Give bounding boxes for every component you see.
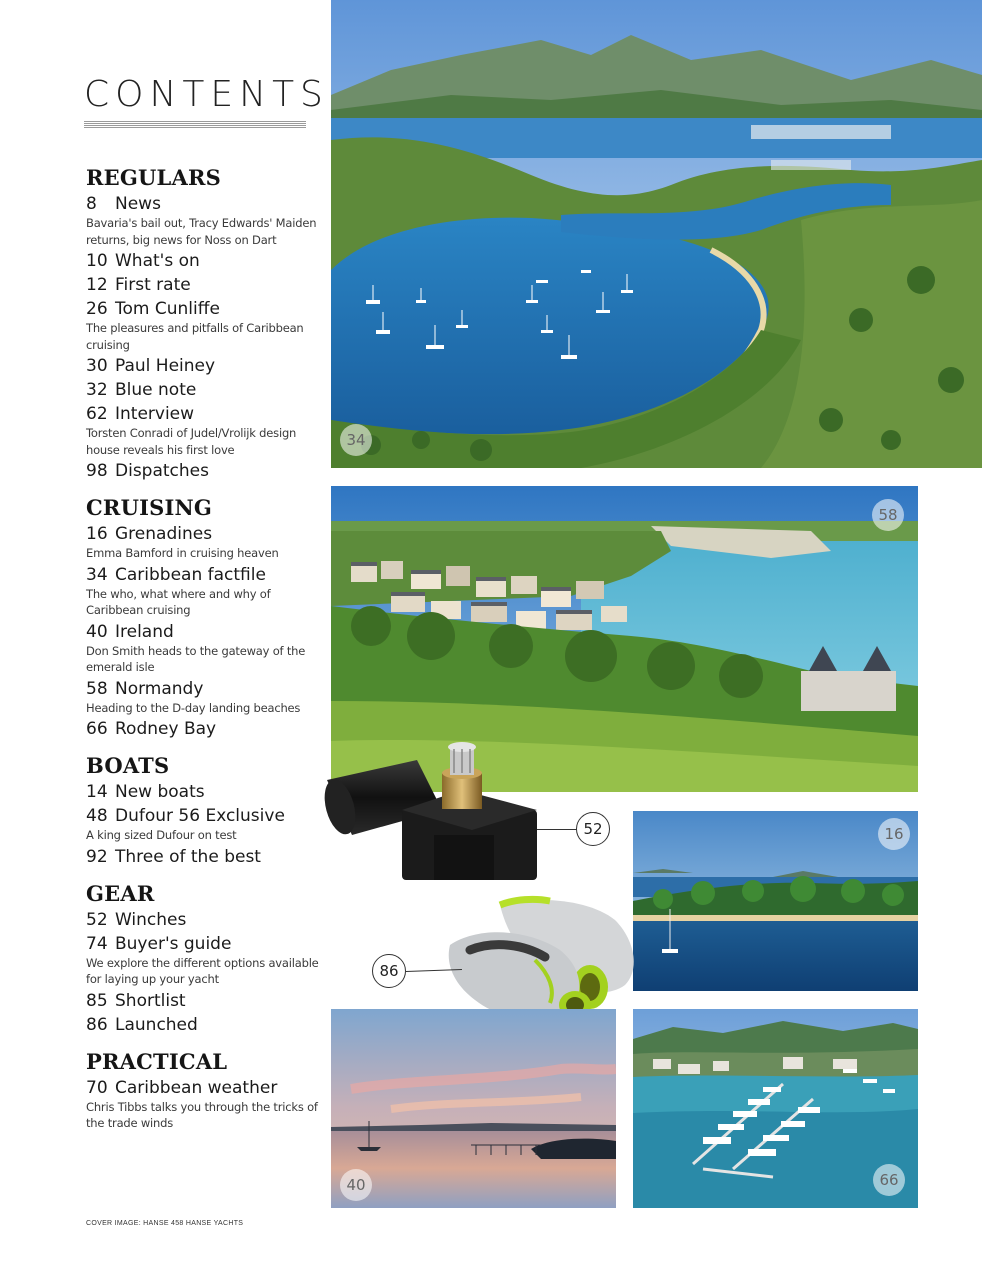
toc-entry[interactable] xyxy=(86,379,326,401)
rodney-bay-marina-photo[interactable] xyxy=(633,1009,918,1208)
section-heading: BOATS xyxy=(86,753,170,778)
toc-entry-line xyxy=(86,355,326,377)
toc-page-number: 62 xyxy=(86,404,108,424)
toc-entry-description: The pleasures and pitfalls of Caribbean cruising xyxy=(86,321,304,352)
page-badge-58: 58 xyxy=(872,499,904,531)
toc-entry-line xyxy=(86,678,326,700)
toc-entry[interactable] xyxy=(86,298,326,353)
toc-entry-title: Three of the best xyxy=(115,846,261,867)
toc-entry[interactable] xyxy=(86,460,326,482)
toc-entry-title: Normandy xyxy=(115,678,204,699)
toc-entry-line xyxy=(86,298,326,320)
grenadines-photo[interactable] xyxy=(633,811,918,991)
toc-entry[interactable] xyxy=(86,621,326,676)
toc-entry-description: Bavaria's bail out, Tracy Edwards' Maiden returns, big news for Noss on Dart xyxy=(86,216,317,247)
toc-entry-line xyxy=(86,274,326,296)
toc-entry-line xyxy=(86,718,326,740)
toc-entry-title: Caribbean factfile xyxy=(115,564,266,585)
toc-entry[interactable] xyxy=(86,523,326,562)
toc-page-number: 98 xyxy=(86,461,108,481)
toc-entry[interactable] xyxy=(86,1077,326,1132)
section-heading: CRUISING xyxy=(86,495,213,520)
toc-entry-title: First rate xyxy=(115,275,191,295)
toc-entry[interactable] xyxy=(86,355,326,377)
toc-entry-line xyxy=(86,990,326,1012)
toc-entry[interactable] xyxy=(86,781,326,803)
toc-entry[interactable] xyxy=(86,403,326,458)
toc-entry[interactable] xyxy=(86,564,326,619)
toc-entry[interactable] xyxy=(86,193,326,248)
toc-section-cruising xyxy=(86,494,326,740)
toc-page-number: 58 xyxy=(86,678,108,699)
toc-entry-line xyxy=(86,1077,326,1099)
toc-entry-line xyxy=(86,250,326,272)
toc-page-number: 14 xyxy=(86,782,108,802)
toc-entry-line xyxy=(86,621,326,643)
page-badge-66: 66 xyxy=(873,1164,905,1196)
toc-entry-title: Paul Heiney xyxy=(115,356,216,376)
page-title: CONTENTS xyxy=(84,74,329,115)
toc-entry-title: News xyxy=(115,194,161,214)
page-badge-86: 86 xyxy=(372,954,406,988)
section-heading: GEAR xyxy=(86,880,155,906)
page-badge-34: 34 xyxy=(340,424,372,456)
cover-image-credit: COVER IMAGE: HANSE 458 HANSE YACHTS xyxy=(86,1220,244,1227)
toc-section-regulars xyxy=(86,164,326,482)
page-badge-16: 16 xyxy=(878,818,910,850)
toc-entry-title: Launched xyxy=(115,1014,198,1035)
toc-page-number: 10 xyxy=(86,251,108,271)
toc-entry[interactable] xyxy=(86,990,326,1012)
toc-entry-description: We explore the different options available for laying up your yacht xyxy=(86,955,319,986)
toc-page-number: 85 xyxy=(86,990,108,1011)
toc-page-number: 70 xyxy=(86,1077,108,1098)
toc-entry-description: Heading to the D-day landing beaches xyxy=(86,700,301,715)
toc-entry-line xyxy=(86,460,326,482)
toc-entry-title: Grenadines xyxy=(115,524,213,544)
toc-entry[interactable] xyxy=(86,718,326,740)
toc-entry[interactable] xyxy=(86,909,326,931)
toc-entry-description: A king sized Dufour on test xyxy=(86,828,237,842)
toc-entry[interactable] xyxy=(86,846,326,868)
toc-entry-title: New boats xyxy=(115,782,205,802)
toc-page-number: 86 xyxy=(86,1014,108,1035)
toc-entry-line xyxy=(86,909,326,931)
toc-page-number: 32 xyxy=(86,380,108,400)
toc-entry-line xyxy=(86,403,326,425)
toc-entry-title: What's on xyxy=(115,251,200,271)
toc-entry-line xyxy=(86,379,326,401)
toc-page-number: 52 xyxy=(86,909,108,930)
toc-page-number: 92 xyxy=(86,846,108,867)
toc-entry-title: Caribbean weather xyxy=(115,1077,278,1098)
toc-page-number: 12 xyxy=(86,275,108,295)
toc-entry-line xyxy=(86,846,326,868)
toc-entry-description: Emma Bamford in cruising heaven xyxy=(86,546,279,560)
toc-entry-description: Don Smith heads to the gateway of the emerald isle xyxy=(86,643,306,674)
sailing-gloves-image[interactable] xyxy=(440,895,640,1025)
toc-entry-title: Winches xyxy=(115,909,187,930)
toc-entry-description: Torsten Conradi of Judel/Vrolijk design house reveals his first love xyxy=(86,426,297,457)
toc-section-practical xyxy=(86,1048,326,1132)
section-heading: PRACTICAL xyxy=(86,1048,228,1074)
toc-entry[interactable] xyxy=(86,805,326,844)
toc-entry[interactable] xyxy=(86,933,326,988)
toc-page-number: 40 xyxy=(86,621,108,642)
page-badge-40: 40 xyxy=(340,1169,372,1201)
toc-entry[interactable] xyxy=(86,274,326,296)
toc-entry-description: The who, what where and why of Caribbean cruising xyxy=(86,586,271,617)
ireland-sunset-photo[interactable] xyxy=(331,1009,616,1208)
toc-page-number: 48 xyxy=(86,806,108,826)
toc-entry-line xyxy=(86,933,326,955)
toc-page-number: 26 xyxy=(86,299,108,319)
toc-entry-title: Rodney Bay xyxy=(115,719,217,739)
antigua-harbour-photo[interactable] xyxy=(331,0,982,468)
winch-product-image[interactable] xyxy=(322,735,547,903)
toc-entry[interactable] xyxy=(86,678,326,717)
toc-page-number: 66 xyxy=(86,719,108,739)
winch-leader-line xyxy=(537,829,577,830)
toc-section-gear xyxy=(86,880,326,1036)
toc-page-number: 8 xyxy=(86,194,97,214)
toc-entry-line xyxy=(86,523,326,545)
toc-entry-line xyxy=(86,781,326,803)
table-of-contents xyxy=(86,164,326,1144)
toc-entry-line xyxy=(86,564,326,586)
toc-entry-line xyxy=(86,193,326,215)
toc-page-number: 16 xyxy=(86,524,108,544)
toc-entry-title: Dufour 56 Exclusive xyxy=(115,806,285,826)
toc-entry-title: Shortlist xyxy=(115,990,186,1011)
toc-entry[interactable] xyxy=(86,250,326,272)
toc-entry-title: Blue note xyxy=(115,380,197,400)
section-heading: REGULARS xyxy=(86,165,221,190)
title-underline xyxy=(84,120,306,128)
toc-entry-title: Tom Cunliffe xyxy=(115,299,220,319)
toc-section-boats xyxy=(86,752,326,868)
toc-entry-title: Buyer's guide xyxy=(115,933,232,954)
toc-page-number: 74 xyxy=(86,933,108,954)
toc-entry-title: Dispatches xyxy=(115,461,209,481)
toc-entry-description: Chris Tibbs talks you through the tricks of the trade winds xyxy=(86,1099,318,1130)
toc-entry[interactable] xyxy=(86,1014,326,1036)
toc-page-number: 34 xyxy=(86,564,108,585)
toc-page-number: 30 xyxy=(86,356,108,376)
toc-entry-line xyxy=(86,1014,326,1036)
toc-entry-title: Ireland xyxy=(115,621,174,642)
toc-entry-line xyxy=(86,805,326,827)
toc-entry-title: Interview xyxy=(115,404,195,424)
page-badge-52: 52 xyxy=(576,812,610,846)
